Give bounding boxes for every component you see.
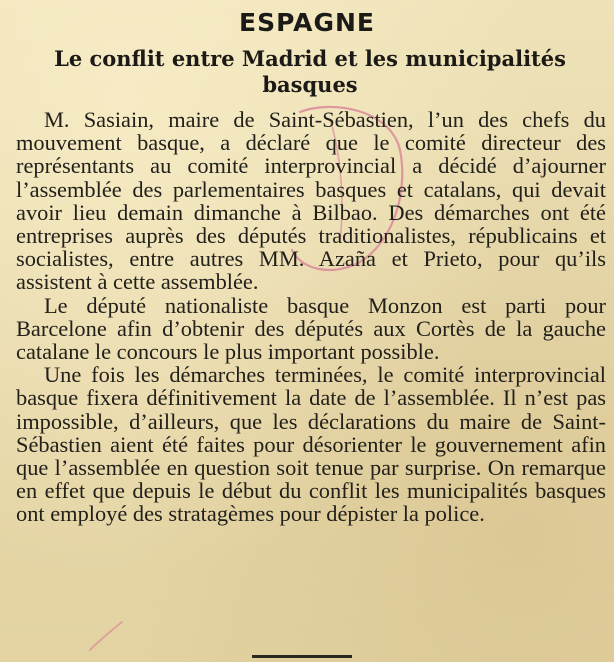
article-paragraph: M. Sasiain, maire de Saint-Sébastien, l’un des chefs du mouvement basque, a déclaré que le comité directeur des représentants au comité interprovincial a décidé d’ajourner l’assemblée des parlementaires basques et catalans, qui devait avoir lieu demain dimanche à Bilbao. Des démarches ont été entreprises auprès des députés traditionalistes, républicains et socialistes, entre autres MM. Azaña et Prieto, pour qu’ils assistent à cette assemblée.: [16, 107, 606, 295]
column-divider: [252, 655, 352, 658]
article-headline: Le conflit entre Madrid et les municipalités basques: [54, 46, 566, 97]
article-body: [16, 108, 606, 526]
article-paragraph: Une fois les démarches terminées, le comité interprovincial basque fixera définitivement la date de l’assemblée. Il n’est pas impossible, d’ailleurs, que les déclarations du maire de Saint-Sébastien aient été faites pour désorienter le gouvernement afin que l’assemblée en question soit tenue par surprise. On remarque en effet que depuis le début du conflit les municipalités basques ont employé des stratagèmes pour dépister la police.: [16, 362, 606, 527]
article-paragraph: Le député nationaliste basque Monzon est parti pour Barcelone afin d’obtenir des députés aux Cortès de la gauche catalane le concours le plus important possible.: [16, 292, 606, 365]
section-heading: ESPAGNE: [239, 8, 375, 37]
